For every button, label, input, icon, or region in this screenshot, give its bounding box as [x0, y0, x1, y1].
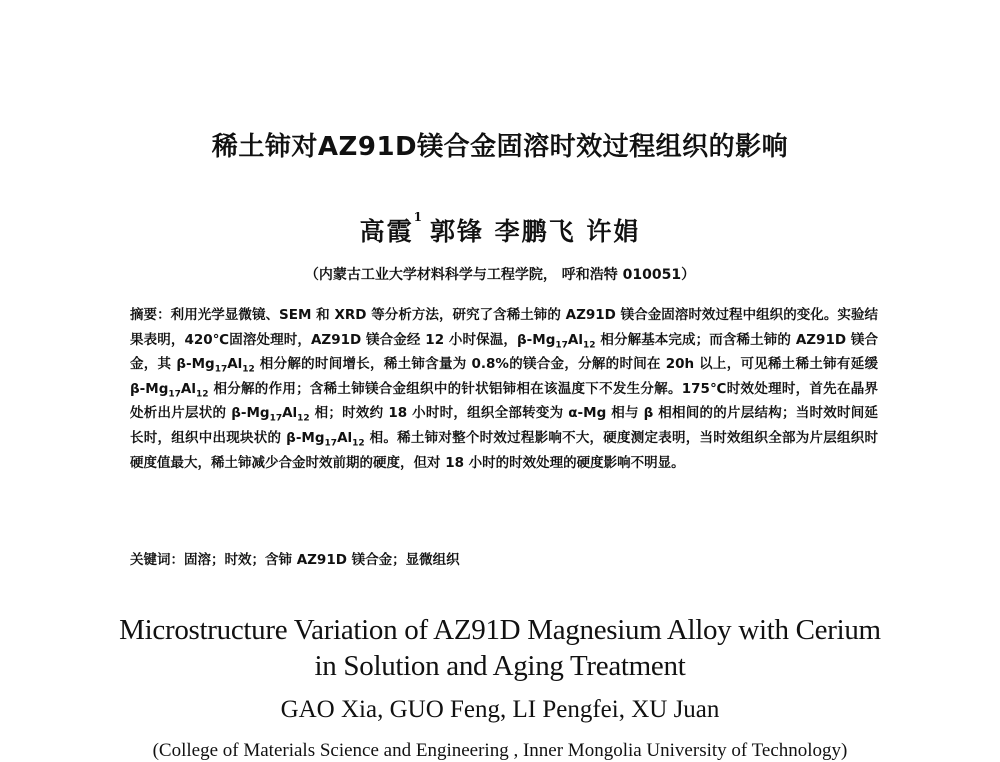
subscript: 12: [242, 364, 255, 375]
abstract-text-3: 相分解的时间增长，稀土铈含量为 0.8%的镁合金，分解的时间在 20h 以上，可见稀土稀土铈有延缓 β-Mg: [130, 356, 878, 397]
english-title-line-2: in Solution and Aging Treatment: [314, 650, 686, 682]
abstract-text-4: 相分解的作用；含稀土铈镁合金组织中的针状铝铈相在该温度下不发生分解。175℃时效处理时，首先在晶界处析出片层状的 β-Mg: [130, 380, 878, 422]
formula-part: Al: [227, 356, 243, 373]
subscript: 12: [195, 389, 209, 400]
keywords-label: 关键词：: [130, 552, 184, 568]
formula-part: Al: [180, 380, 196, 397]
author-affiliation-mark: 1: [413, 210, 424, 224]
english-authors: GAO Xia, GUO Feng, LI Pengfei, XU Juan: [280, 696, 720, 723]
abstract-text-6: 相。稀土铈对整个时效过程影响不大，硬度测定表明，当时效组织全部为片层组织时硬度值最大，稀土铈减少合金时效前期的硬度，但对 18 小时的时效处理的硬度影响不明显。: [130, 429, 878, 471]
chinese-keywords: [130, 548, 878, 568]
subscript: 17: [214, 364, 228, 375]
subscript: 17: [324, 438, 338, 449]
formula-part: Al: [282, 405, 298, 422]
formula-part: Al: [337, 429, 353, 446]
subscript: 17: [269, 414, 283, 425]
chinese-authors: [0, 212, 1000, 248]
abstract-text-5: 相；时效约 18 小时时，组织全部转变为 α-Mg 相与 β 相相间的的片层结构；当时效时间延长时，组织中出现块状的 β-Mg: [130, 405, 878, 446]
abstract-text-1: 利用光学显微镜、SEM 和 XRD 等分析方法，研究了含稀土铈的 AZ91D 镁合金固溶时效过程中组织的变化。实验结果表明，420℃固溶处理时，AZ91D 镁合金经 12 小时保温，β-Mg: [130, 307, 879, 348]
formula-part: Al: [567, 331, 583, 348]
subscript: 17: [168, 389, 181, 400]
abstract-text-2: 相分解基本完成；而含稀土铈的 AZ91D 镁合金，其 β-Mg: [130, 331, 878, 373]
first-author: 高霞: [359, 217, 414, 246]
keywords-text: 固溶；时效；含铈 AZ91D 镁合金；显微组织: [184, 552, 460, 568]
chinese-title: 稀土铈对AZ91D镁合金固溶时效过程组织的影响: [211, 132, 789, 162]
english-affiliation: (College of Materials Science and Engineering , Inner Mongolia University of Technology): [152, 740, 848, 761]
abstract-label: 摘要：: [130, 307, 171, 323]
other-authors: 郭锋 李鹏飞 许娟: [429, 217, 641, 246]
subscript: 17: [555, 340, 568, 351]
chinese-abstract: [130, 303, 878, 475]
subscript: 12: [297, 414, 310, 425]
chinese-affiliation: （内蒙古工业大学材料科学与工程学院， 呼和浩特 010051）: [304, 267, 696, 283]
subscript: 12: [582, 340, 596, 351]
subscript: 12: [352, 438, 365, 449]
english-title-line-1: Microstructure Variation of AZ91D Magnesium Alloy with Cerium: [119, 614, 881, 646]
english-title: [0, 612, 1000, 684]
